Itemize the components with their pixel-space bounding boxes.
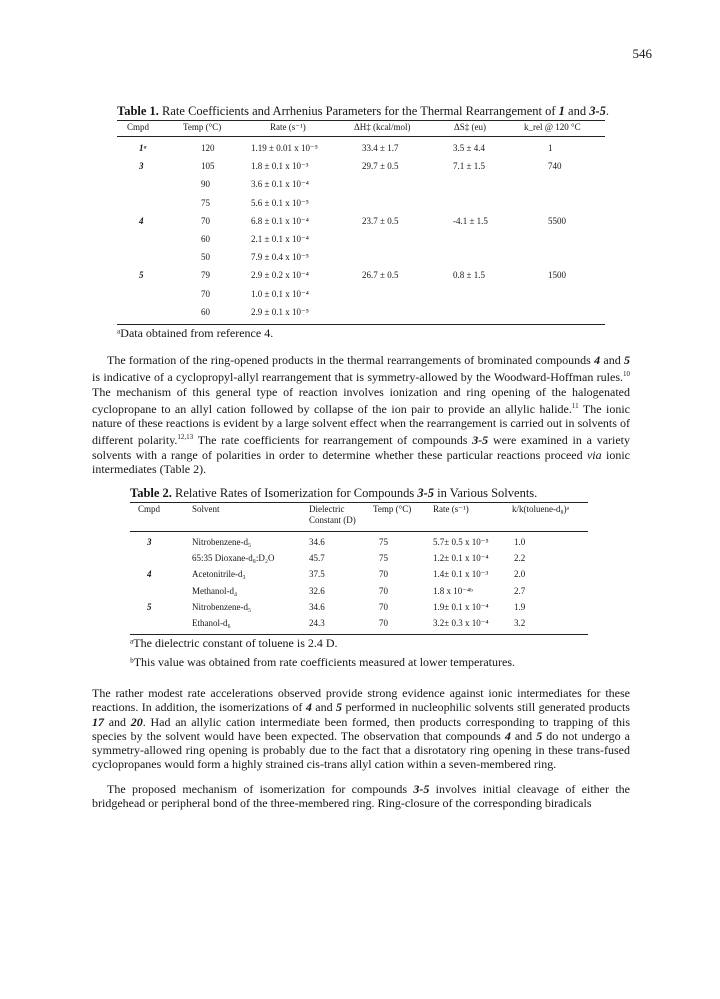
table1-header-ds: ΔS‡ (eu)	[454, 122, 487, 132]
table2-cell-diel: 37.5	[309, 569, 325, 580]
table2-footnote-a: ᵃThe dielectric constant of toluene is 2.4 D.	[130, 636, 338, 650]
table1-cell-rate: 1.0 ± 0.1 x 10⁻⁴	[251, 288, 309, 299]
table2-caption: Table 2. Relative Rates of Isomerization for Compounds 3-5 in Various Solvents.	[130, 486, 538, 500]
paragraph-3: The proposed mechanism of isomerization for compounds 3-5 involves initial cleavage of either the bridgehead or peripheral bond of the three-membered ring. Ring-closure of the corresponding biradicals	[92, 782, 630, 811]
table2-cell-solvent: Nitrobenzene-d₅	[192, 537, 252, 547]
table1-cell-krel: 1	[548, 143, 553, 153]
table1-cell-temp: 70	[201, 215, 210, 226]
table2-cell-rel: 3.2	[514, 618, 526, 628]
table1-cell-dh: 33.4 ± 1.7	[362, 143, 399, 153]
table2-cell-solvent: Acetonitrile-d₃	[192, 569, 246, 580]
table1-cell-temp: 75	[201, 197, 210, 208]
table2-cell-rel: 1.9	[514, 601, 526, 612]
table1-cell-temp: 79	[201, 270, 210, 281]
table1-cell-temp: 60	[201, 234, 210, 244]
table1-cell-rate: 2.9 ± 0.2 x 10⁻⁴	[251, 270, 309, 281]
table1-header-rate: Rate (s⁻¹)	[270, 122, 306, 132]
table2-cell-rel: 2.7	[514, 585, 526, 596]
table1-cell-cmpd: 1ᵃ	[139, 143, 147, 153]
table1-header-dh: ΔH‡ (kcal/mol)	[354, 122, 411, 132]
table2-cell-cmpd: 4	[147, 569, 152, 580]
table1-cell-temp: 90	[201, 179, 210, 190]
table1-cell-dh: 29.7 ± 0.5	[362, 161, 399, 172]
table2-cell-temp: 70	[379, 585, 388, 596]
table2-cell-solvent: Nitrobenzene-d₅	[192, 601, 252, 612]
table2-cell-temp: 70	[379, 601, 388, 612]
table2-cell-solvent: Ethanol-d₆	[192, 618, 231, 628]
table1-cell-ds: 7.1 ± 1.5	[453, 161, 485, 172]
table2-top-rule	[130, 502, 588, 503]
table2-footnote-b: ᵇThis value was obtained from rate coefficients measured at lower temperatures.	[130, 655, 516, 669]
table1-cell-rate: 5.6 ± 0.1 x 10⁻⁵	[251, 197, 309, 208]
table2-cell-solvent: 65:35 Dioxane-d₈:D₂O	[192, 553, 275, 564]
table2-cell-rel: 2.0	[514, 569, 526, 580]
table2-cell-rate: 1.4± 0.1 x 10⁻³	[433, 569, 489, 580]
table1-bottom-rule	[117, 324, 605, 325]
table2-cell-rel: 2.2	[514, 553, 526, 564]
table1-cell-rate: 6.8 ± 0.1 x 10⁻⁴	[251, 215, 309, 226]
table2-cell-rate: 1.9± 0.1 x 10⁻⁴	[433, 601, 489, 612]
table1-cell-ds: -4.1 ± 1.5	[453, 215, 488, 226]
table1-caption: Table 1. Rate Coefficients and Arrhenius Parameters for the Thermal Rearrangement of 1 and 3-5.	[117, 104, 610, 118]
table2-cell-cmpd: 3	[147, 537, 152, 547]
table1-label: Table 1.	[117, 104, 159, 118]
table2-cell-rate: 5.7± 0.5 x 10⁻⁵	[433, 537, 489, 547]
table2-header-cmpd: Cmpd	[138, 504, 161, 514]
table2-cell-rate: 3.2± 0.3 x 10⁻⁴	[433, 618, 489, 628]
table1-cell-temp: 120	[201, 143, 215, 153]
table2-cell-cmpd: 5	[147, 601, 152, 612]
table1-top-rule	[117, 120, 605, 121]
table1-footnote: ᵃData obtained from reference 4.	[117, 326, 274, 340]
table1-cell-rate: 3.6 ± 0.1 x 10⁻⁴	[251, 179, 309, 190]
table2-cell-temp: 75	[379, 553, 388, 564]
table1-cell-rate: 2.1 ± 0.1 x 10⁻⁴	[251, 234, 309, 244]
table1-header-krel: k_rel @ 120 °C	[524, 122, 581, 132]
table2-cell-diel: 34.6	[309, 537, 325, 547]
table2-header-temp: Temp (°C)	[373, 504, 412, 514]
table2-cell-diel: 32.6	[309, 585, 325, 596]
table2-cell-temp: 75	[379, 537, 388, 547]
table1-cell-temp: 70	[201, 288, 210, 299]
table2-header-rate: Rate (s⁻¹)	[433, 504, 469, 514]
paragraph-2: The rather modest rate accelerations observed provide strong evidence against ionic intermediates for these reactions. In addition, the isomerizations of 4 and 5 performed in nucleophilic solvents still generated products 17 and 20. Had an allylic cation intermediate been formed, then products corresponding to trapping of this species by the solvent would have been expected. The observation that compounds 4 and 5 do not undergo a symmetry-allowed ring opening is probably due to the fact that a disrotatory ring opening in these trans-fused cyclopropanes would form a highly strained cis-trans allyl cation within a seven-membered ring.	[92, 686, 631, 772]
page-number: 546	[632, 46, 652, 61]
table2-header-dielectric: Dielectric Constant (D)	[309, 504, 356, 525]
table1-cell-temp: 50	[201, 252, 210, 263]
table1-cell-cmpd: 4	[139, 215, 144, 226]
table1-cell-dh: 23.7 ± 0.5	[362, 215, 399, 226]
table1-cell-temp: 60	[201, 306, 210, 317]
table2-cell-diel: 34.6	[309, 601, 325, 612]
table2-cell-rate: 1.2± 0.1 x 10⁻⁴	[433, 553, 489, 564]
table2-cell-diel: 45.7	[309, 553, 325, 564]
table1-cell-ds: 0.8 ± 1.5	[453, 270, 485, 281]
table2-label: Table 2.	[130, 486, 172, 500]
table1-cell-ds: 3.5 ± 4.4	[453, 143, 485, 153]
table2-cell-diel: 24.3	[309, 618, 325, 628]
table1-cell-krel: 5500	[548, 215, 566, 226]
table1-cell-rate: 1.8 ± 0.1 x 10⁻³	[251, 161, 309, 172]
paragraph-1: The formation of the ring-opened products in the thermal rearrangements of brominated compounds 4 and 5 is indicative of a cyclopropyl-allyl rearrangement that is symmetry-allowed by the Woodward-Hoffman rules.$^{10}$ The mechanism of this general type of reaction involves ionization and ring opening of the halogenated cyclopropane to an allyl cation followed by collapse of the ion pair to provide an allylic halide.$^{11}$ The ionic nature of these reactions is evident by a large solvent effect when the rearrangement is carried out in solvents of different polarity.$^{12,13}$ The rate coefficients for rearrangement of compounds 3-5 were examined in a variety solvents with a range of polarities in order to determine whether these particular reactions proceed via ionic intermediates (Table 2).	[92, 353, 631, 477]
table1-header-cmpd: Cmpd	[127, 122, 150, 132]
table2-cell-temp: 70	[379, 569, 388, 580]
table1-cell-krel: 740	[548, 161, 562, 172]
table2-header-solvent: Solvent	[192, 504, 220, 514]
table1-cell-dh: 26.7 ± 0.5	[362, 270, 399, 281]
table2-header-rel: k/k(toluene-d₈)ᵃ	[512, 504, 570, 514]
table1-cell-cmpd: 3	[139, 161, 144, 172]
table1-cell-cmpd: 5	[139, 270, 144, 281]
table1-cell-rate: 7.9 ± 0.4 x 10⁻⁵	[251, 252, 309, 263]
table1-cell-temp: 105	[201, 161, 215, 172]
table2-bottom-rule	[130, 634, 588, 635]
table2-cell-solvent: Methanol-d₄	[192, 585, 238, 596]
table1-cell-krel: 1500	[548, 270, 566, 281]
table1-cell-rate: 2.9 ± 0.1 x 10⁻⁵	[251, 306, 309, 317]
table2-cell-rate: 1.8 x 10⁻⁴ᵇ	[433, 585, 473, 596]
table1-header-temp: Temp (°C)	[183, 122, 222, 132]
table2-cell-temp: 70	[379, 618, 388, 628]
table2-cell-rel: 1.0	[514, 537, 526, 547]
table2-header-rule	[130, 531, 588, 532]
table1-cell-rate: 1.19 ± 0.01 x 10⁻⁵	[251, 143, 318, 153]
table1-header-rule	[117, 136, 605, 137]
